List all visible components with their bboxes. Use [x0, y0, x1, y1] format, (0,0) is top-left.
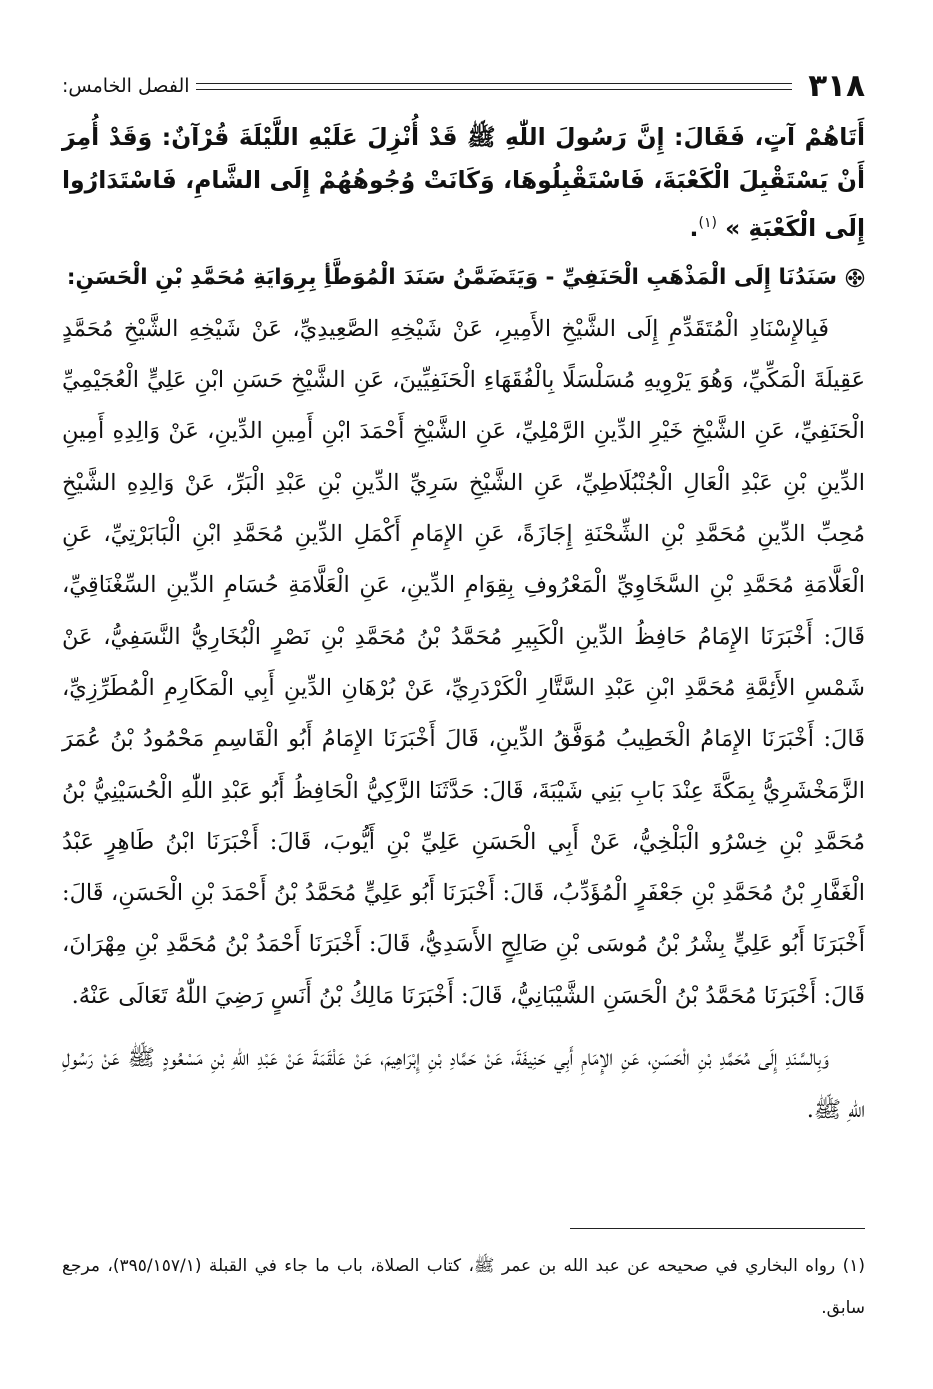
header-colon: : [62, 75, 69, 97]
chain-of-narration-paragraph: فَبِالإِسْنَادِ الْمُتَقَدِّمِ إِلَى الشَّيْخِ الأَمِيرِ، عَنْ شَيْخِهِ الصَّعِيدِيِّ، عَنْ شَيْخِهِ الشَّيْخِ مُحَمَّدٍ عَقِيلَةَ الْمَكِّيِّ، وَهُوَ يَرْوِيهِ مُسَلْسَلًا بِالْفُقَهَاءِ الْحَنَفِيِّينَ، عَنِ الشَّيْخِ حَسَنِ ابْنِ عَلِيٍّ الْعُجَيْمِيِّ الْحَنَفِيِّ، عَنِ الشَّيْخِ خَيْرِ الدِّينِ الرَّمْلِيِّ، عَنِ الشَّيْخِ أَحْمَدَ ابْنِ أَمِينِ الدِّينِ، عَنْ وَالِدِهِ أَمِينِ الدِّينِ بْنِ عَبْدِ الْعَالِ الْجُنْبُلَاطِيِّ، عَنِ الشَّيْخِ سَرِيِّ الدِّينِ بْنِ عَبْدِ الْبَرِّ، عَنْ وَالِدِهِ الشَّيْخِ مُحِبِّ الدِّينِ مُحَمَّدِ بْنِ الشِّحْنَةِ إِجَازَةً، عَنِ الإِمَامِ أَكْمَلِ الدِّينِ مُحَمَّدِ ابْنِ الْبَابَرْتِيِّ، عَنِ الْعَلَّامَةِ مُحَمَّدِ بْنِ السَّخَاوِيِّ الْمَعْرُوفِ بِقِوَامِ الدِّينِ، عَنِ الْعَلَّامَةِ حُسَامِ الدِّينِ السِّغْنَاقِيِّ، قَالَ: أَخْبَرَنَا الإِمَامُ حَافِظُ الدِّينِ الْكَبِيرِ مُحَمَّدُ بْنُ مُحَمَّدِ بْنِ نَصْرٍ الْبُخَارِيُّ النَّسَفِيُّ، عَنْ شَمْسِ الأَئِمَّةِ مُحَمَّدِ ابْنِ عَبْدِ السَّتَّارِ الْكَرْدَرِيِّ، عَنْ بُرْهَانِ الدِّينِ أَبِي الْمَكَارِمِ الْمُطَرِّزِيِّ، قَالَ: أَخْبَرَنَا الإِمَامُ الْخَطِيبُ مُوَفَّقُ الدِّينِ، قَالَ أَخْبَرَنَا الإِمَامُ أَبُو الْقَاسِمِ مَحْمُودُ بْنُ عُمَرَ الزَّمَخْشَرِيُّ بِمَكَّةَ عِنْدَ بَابِ بَنِي شَيْبَةَ، قَالَ: حَدَّثَنَا الزَّكِيُّ الْحَافِظُ أَبُو عَبْدِ اللّٰهِ الْحُسَيْنِيُّ بْنُ مُحَمَّدِ بْنِ خِسْرُو الْبَلْخِيُّ، عَنْ أَبِي الْحَسَنِ عَلِيِّ بْنِ أَيُّوبَ، قَالَ: أَخْبَرَنَا ابْنُ طَاهِرٍ عَبْدُ الْغَفَّارِ بْنُ مُحَمَّدِ بْنِ جَعْفَرٍ الْمُؤَدِّبُ، قَالَ: أَخْبَرَنَا أَبُو عَلِيٍّ مُحَمَّدُ بْنُ أَحْمَدَ بْنِ الْحَسَنِ، قَالَ: أَخْبَرَنَا أَبُو عَلِيٍّ بِشْرُ بْنُ مُوسَى بْنِ صَالِحٍ الأَسَدِيُّ، قَالَ: أَخْبَرَنَا أَحْمَدُ بْنُ مُحَمَّدِ بْنِ مِهْرَانَ، قَالَ: أَخْبَرَنَا مُحَمَّدُ بْنُ الْحَسَنِ الشَّيْبَانِيُّ، قَالَ: أَخْبَرَنَا مَالِكُ بْنُ أَنَسٍ رَضِيَ اللّٰهُ تَعَالَى عَنْهُ. [62, 315, 865, 1009]
chapter-title: الفصل الخامس [68, 75, 190, 97]
page-number: ٣١٨ [808, 68, 865, 104]
footnote-marker: (١) [698, 215, 717, 231]
page-header [62, 64, 865, 108]
section-heading-text: سَنَدُنَا إِلَى الْمَذْهَبِ الْحَنَفِيِّ - وَيَتَضَمَّنُ سَنَدَ الْمُوَطَّأِ بِرِوَايَةِ مُحَمَّدِ بْنِ الْحَسَنِ: [66, 264, 837, 290]
flower-ornament-icon [845, 268, 865, 288]
main-text-block [62, 116, 865, 1136]
footnote: (١) رواه البخاري في صحيحه عن عبد الله بن عمر ﷺ، كتاب الصلاة، باب ما جاء في القبلة (٣٩٥/١٥٧/١)، مرجع سابق. [62, 1256, 865, 1318]
quote-text: أَتَاهُمْ آتٍ، فَقَالَ: إِنَّ رَسُولَ اللّٰهِ ﷺ قَدْ أُنْزِلَ عَلَيْهِ اللَّيْلَةَ قُرْآنٌ: وَقَدْ أُمِرَ أَنْ يَسْتَقْبِلَ الْكَعْبَةَ، فَاسْتَقْبِلُوهَا، وَكَانَتْ وُجُوهُهُمْ إِلَى الشَّامِ، فَاسْتَدَارُوا إِلَى الْكَعْبَةِ » [62, 123, 865, 242]
quote-paragraph: أَتَاهُمْ آتٍ، فَقَالَ: إِنَّ رَسُولَ اللّٰهِ ﷺ قَدْ أُنْزِلَ عَلَيْهِ اللَّيْلَةَ قُرْآنٌ: وَقَدْ أُمِرَ أَنْ يَسْتَقْبِلَ الْكَعْبَةَ، فَاسْتَقْبِلُوهَا، وَكَانَتْ وُجُوهُهُمْ إِلَى الشَّامِ، فَاسْتَدَارُوا إِلَى الْكَعْبَةِ » $^{(١)}$. [62, 123, 865, 242]
closing-paragraph: وَبِالسَّنَدِ إِلَى مُحَمَّدِ بْنِ الْحَسَنِ، عَنِ الإِمَامِ أَبِي حَنِيفَةَ، عَنْ حَمَّادِ بْنِ إِبْرَاهِيمَ، عَنْ عَلْقَمَةَ عَنْ عَبْدِ اللّٰهِ بْنِ مَسْعُودٍ ﷺ عَنْ رَسُولِ اللّٰهِ ﷺ. [62, 1044, 865, 1123]
header-double-rule [196, 83, 793, 90]
section-heading [62, 258, 865, 298]
footnote-separator [570, 1228, 865, 1229]
